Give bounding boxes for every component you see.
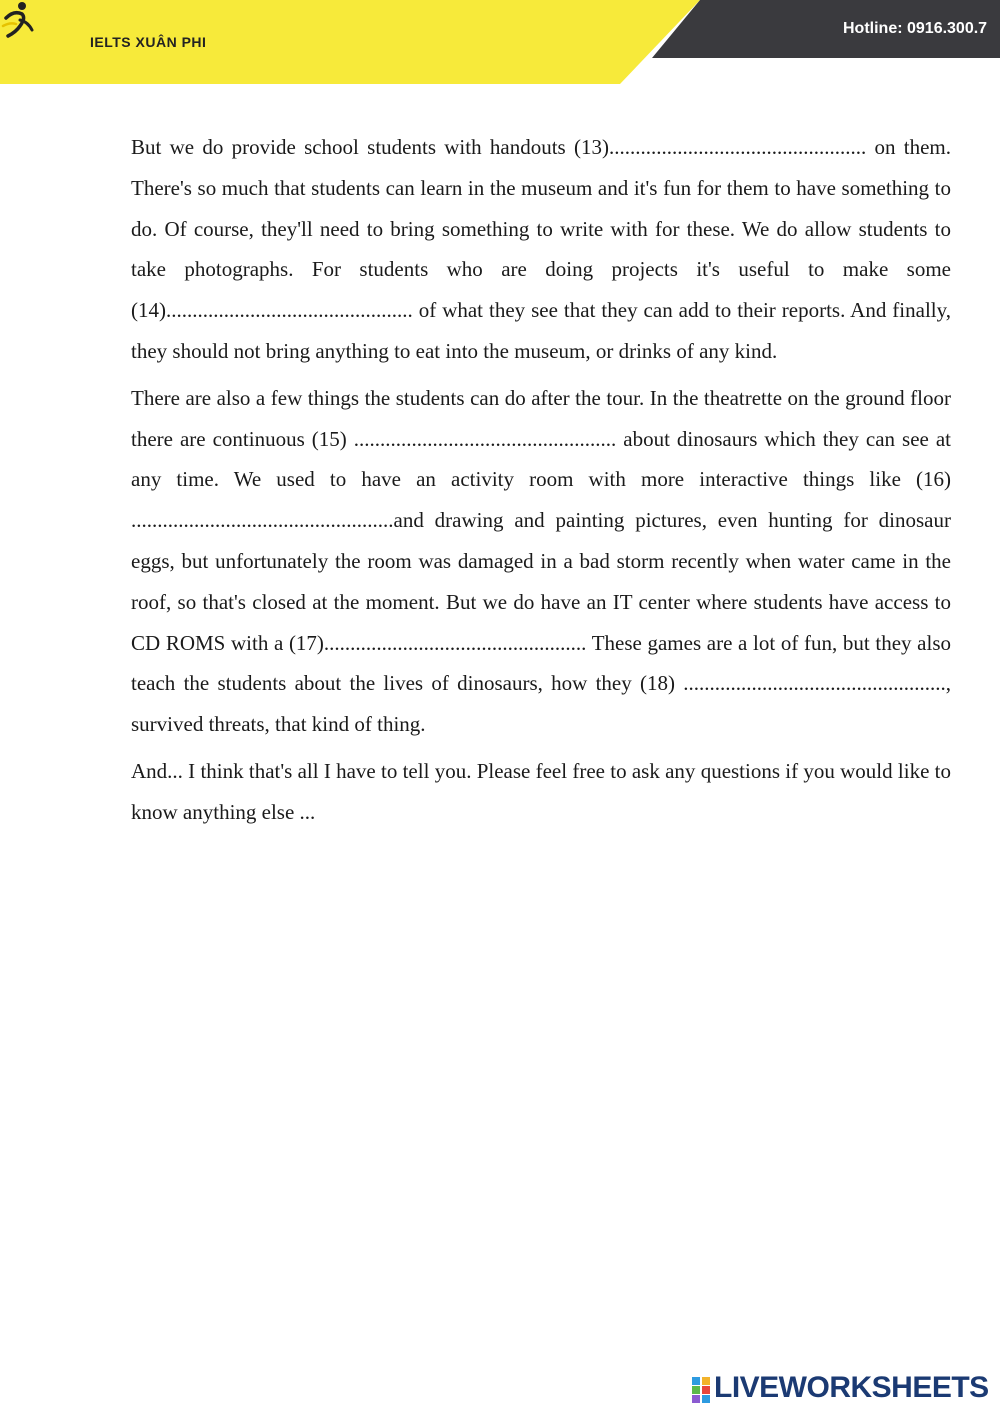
hotline-text: Hotline: 0916.300.7 — [843, 20, 988, 37]
paragraph-3: And... I think that's all I have to tell you. Please feel free to ask any questions if you would like to know anything else ... — [131, 758, 951, 824]
paragraph-1: But we do provide school students with handouts (13)................................................. on them. There's so much that students can learn in the museum and it's fun for them to have something to do. Of course, they'll need to bring something to write with for these. We do allow students to take photographs. For students who are doing projects it's useful to make some (14)............................................... of what they see that they can add to their reports. And finally, they should not bring anything to eat into the museum, or drinks of any kind. — [131, 135, 951, 363]
page-header — [0, 0, 1000, 84]
liveworksheets-logo-icon — [692, 1377, 710, 1403]
brand-name: IELTS XUÂN PHI — [90, 34, 207, 50]
transcript-body — [131, 127, 951, 839]
liveworksheets-text: LIVEWORKSHEETS — [714, 1371, 989, 1404]
paragraph-2: There are also a few things the students can do after the tour. In the theatrette on the ground floor there are continuous (15) .................................................. about dinosaurs which they can see at any time. We used to have an activity room with more interactive things like (16) ..................................................and drawing and painting pictures, even hunting for dinosaur eggs, but unfortunately the room was damaged in a bad storm recently when water came in the roof, so that's closed at the moment. But we do have an IT center where students have access to CD ROMS with a (17).................................................. These games are a lot of fun, but they also teach the students about the lives of dinosaurs, how they (18) .................................................., survived threats, that kind of thing. — [131, 385, 951, 737]
runner-logo-icon — [0, 0, 36, 40]
